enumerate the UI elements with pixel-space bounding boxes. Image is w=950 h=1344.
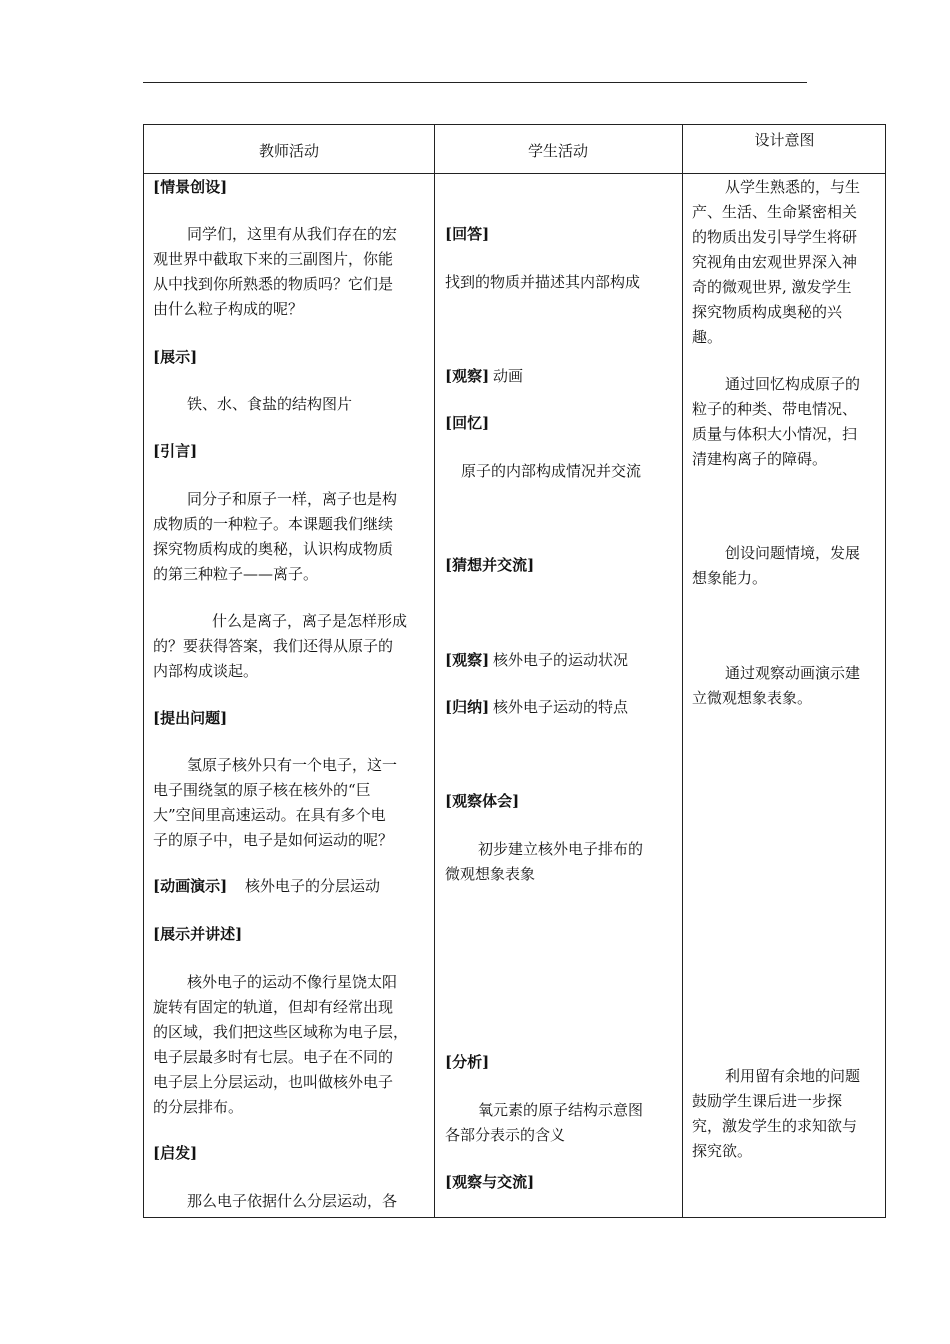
teacher-text-line: 内部构成谈起。 [153,662,259,680]
header-divider [144,173,885,174]
teacher-text-line: 观世界中截取下来的三副图片，你能 [153,250,394,268]
design-text-line: 粒子的种类、带电情况、 [692,400,858,418]
design-text-line: 奇的微观世界, 激发学生 [692,278,852,296]
teacher-text-line: 核外电子的运动不像行星饶太阳 [187,973,398,991]
teacher-text-line: 氢原子核外只有一个电子，这一 [187,756,398,774]
student-tag-analyze: [分析] [445,1053,490,1071]
header-rule [143,82,807,83]
design-text-line: 鼓励学生课后进一步探 [692,1092,843,1110]
student-text-line: 氧元素的原子结构示意图 [478,1101,644,1119]
student-tag-observe: [观察] [445,367,490,385]
student-tag-recall: [回忆] [445,414,490,432]
teacher-text-line: 同学们，这里有从我们存在的宏 [187,225,398,243]
teacher-heading-intro: [引言] [153,442,198,460]
teacher-text-line: 旋转有固定的轨道，但却有经常出现 [153,998,394,1016]
teacher-text-line: 成物质的一种粒子。本课题我们继续 [153,515,394,533]
design-text-line: 创设问题情境，发展 [725,544,861,562]
teacher-text-line: 同分子和原子一样，离子也是构 [187,490,398,508]
design-text-line: 清建构离子的障碍。 [692,450,828,468]
teacher-text-line: 的分层排布。 [153,1098,244,1116]
design-text-line: 探究物质构成奥秘的兴 [692,303,843,321]
teacher-text-line: 大”空间里高速运动。在具有多个电 [153,806,386,824]
header-student: 学生活动 [527,142,588,160]
student-tag-guess: [猜想并交流] [445,556,535,574]
student-tag-summarize: [归纳] [445,698,490,716]
teacher-heading-scenario: [情景创设] [153,178,228,196]
student-tag-observe-exchange: [观察与交流] [445,1173,535,1191]
teacher-text-line: 电子围绕氢的原子核在核外的“巨 [153,781,371,799]
design-text-line: 探究欲。 [692,1142,753,1160]
teacher-text-line: 的？要获得答案，我们还得从原子的 [153,637,394,655]
design-text-line: 利用留有余地的问题 [725,1067,861,1085]
teacher-heading-explain: [展示并讲述] [153,925,243,943]
column-divider-1 [434,125,435,1217]
design-text-line: 通过回忆构成原子的 [725,375,861,393]
student-text-line: 初步建立核外电子排布的 [478,840,644,858]
teacher-heading-inspire: [启发] [153,1144,198,1162]
design-text-line: 产、生活、生命紧密相关 [692,203,858,221]
teacher-text-line: 子的原子中，电子是如何运动的呢？ [153,831,394,849]
teacher-text-line: 电子层最多时有七层。电子在不同的 [153,1048,394,1066]
teacher-text-line: 什么是离子，离子是怎样形成 [212,612,408,630]
student-tag-experience: [观察体会] [445,792,520,810]
teacher-heading-question: [提出问题] [153,709,228,727]
student-text-line: 找到的物质并描述其内部构成 [445,273,641,291]
teacher-text-line: 电子层上分层运动，也叫做核外电子 [153,1073,394,1091]
teacher-text-line: 核外电子的分层运动 [245,877,381,895]
design-text-line: 究，激发学生的求知欲与 [692,1117,858,1135]
student-tag-answer: [回答] [445,225,490,243]
design-text-line: 的物质出发引导学生将研 [692,228,858,246]
student-text-line: 核外电子运动的特点 [493,698,629,716]
student-text-line: 各部分表示的含义 [445,1126,566,1144]
student-tag-observe-2: [观察] [445,651,490,669]
teacher-heading-show: [展示] [153,348,198,366]
design-text-line: 究视角由宏观世界深入神 [692,253,858,271]
teacher-text-line: 从中找到你所熟悉的物质吗？它们是 [153,275,394,293]
student-text-line: 原子的内部构成情况并交流 [461,462,642,480]
teacher-text-line: 由什么粒子构成的呢？ [153,300,304,318]
teacher-text-line: 的第三种粒子——离子。 [153,565,319,583]
design-text-line: 趣。 [692,328,723,346]
design-text-line: 从学生熟悉的，与生 [725,178,861,196]
teacher-text-line: 铁、水、食盐的结构图片 [187,395,353,413]
student-text-line: 微观想象表象 [445,865,536,883]
header-teacher: 教师活动 [258,142,319,160]
design-text-line: 想象能力。 [692,569,768,587]
design-text-line: 质量与体积大小情况，扫 [692,425,858,443]
teacher-text-line: 那么电子依据什么分层运动，各 [187,1192,398,1210]
header-design: 设计意图 [754,131,815,149]
design-text-line: 通过观察动画演示建 [725,664,861,682]
column-divider-2 [682,125,683,1217]
design-text-line: 立微观想象表象。 [692,689,813,707]
student-text-line: 动画 [493,367,524,385]
teacher-text-line: 的区域，我们把这些区域称为电子层， [153,1023,409,1041]
teacher-heading-animation: [动画演示] [153,877,228,895]
student-text-line: 核外电子的运动状况 [493,651,629,669]
teacher-text-line: 探究物质构成的奥秘，认识构成物质 [153,540,394,558]
